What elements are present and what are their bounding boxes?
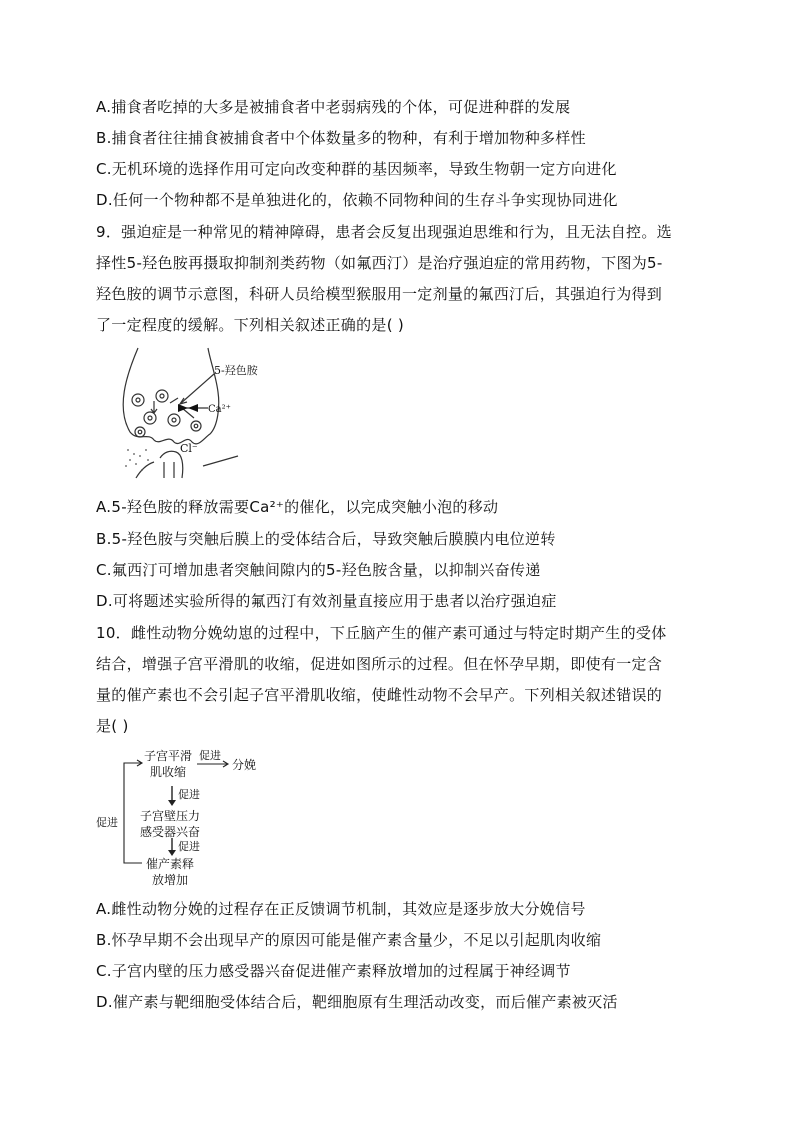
promote-label-down1: 促进 xyxy=(178,788,200,801)
q10-option-a: A.雌性动物分娩的过程存在正反馈调节机制，其效应是逐步放大分娩信号 xyxy=(96,900,586,918)
q9-stem-line-2: 择性5-羟色胺再摄取抑制剂类药物（如氟西汀）是治疗强迫症的常用药物，下图为5- xyxy=(96,254,663,272)
q9-stem-line-4: 了一定程度的缓解。下列相关叙述正确的是( ) xyxy=(96,316,405,334)
q10-option-d: D.催产素与靶细胞受体结合后，靶细胞原有生理活动改变，而后催产素被灭活 xyxy=(96,993,618,1011)
q9-stem-line-3: 羟色胺的调节示意图，科研人员给模型猴服用一定剂量的氟西汀后，其强迫行为得到 xyxy=(96,285,663,303)
oxytocin-release-line2: 放增加 xyxy=(152,873,189,887)
q8-option-b: B.捕食者往往捕食被捕食者中个体数量多的物种，有利于增加物种多样性 xyxy=(96,129,586,147)
q10-option-b: B.怀孕早期不会出现早产的原因可能是催产素含量少，不足以引起肌肉收缩 xyxy=(96,931,602,949)
uterine-contraction-line2: 肌收缩 xyxy=(150,765,187,779)
calcium-label: Ca²⁺ xyxy=(208,404,231,415)
q8-option-c: C.无机环境的选择作用可定向改变种群的基因频率，导致生物朝一定方向进化 xyxy=(96,160,617,178)
parturition-result: 分娩 xyxy=(232,758,257,772)
q8-option-d: D.任何一个物种都不是单独进化的，依赖不同物种间的生存斗争实现协同进化 xyxy=(96,191,618,209)
parturition-flow-diagram xyxy=(94,744,274,890)
q10-stem-line-2: 结合，增强子宫平滑肌的收缩，促进如图所示的过程。但在怀孕早期，即使有一定含 xyxy=(96,655,663,673)
synapse-diagram xyxy=(118,346,258,480)
q9-option-d: D.可将题述实验所得的氟西汀有效剂量直接应用于患者以治疗强迫症 xyxy=(96,592,557,610)
oxytocin-release-line1: 催产素释 xyxy=(146,857,195,871)
promote-label-right: 促进 xyxy=(199,749,221,762)
pressure-receptor-line1: 子宫壁压力 xyxy=(140,809,201,823)
uterine-contraction-line1: 子宫平滑 xyxy=(144,749,193,763)
pressure-receptor-line2: 感受器兴奋 xyxy=(140,825,201,839)
q9-option-c: C.氟西汀可增加患者突触间隙内的5-羟色胺含量，以抑制兴奋传递 xyxy=(96,561,541,579)
q9-option-b: B.5-羟色胺与突触后膜上的受体结合后，导致突触后膜膜内电位逆转 xyxy=(96,530,556,548)
chloride-label: Cl⁻ xyxy=(180,442,198,455)
serotonin-label: 5-羟色胺 xyxy=(214,364,258,377)
promote-label-down2: 促进 xyxy=(178,840,200,853)
q9-stem-line-1: 9．强迫症是一种常见的精神障碍，患者会反复出现强迫思维和行为，且无法自控。选 xyxy=(96,223,672,241)
q10-option-c: C.子宫内壁的压力感受器兴奋促进催产素释放增加的过程属于神经调节 xyxy=(96,962,571,980)
promote-label-loop: 促进 xyxy=(96,816,118,829)
q10-stem-line-1: 10．雌性动物分娩幼崽的过程中，下丘脑产生的催产素可通过与特定时期产生的受体 xyxy=(96,624,667,642)
q9-option-a: A.5-羟色胺的释放需要Ca²⁺的催化，以完成突触小泡的移动 xyxy=(96,498,499,516)
q10-stem-line-4: 是( ) xyxy=(96,717,129,735)
q10-stem-line-3: 量的催产素也不会引起子宫平滑肌收缩，使雌性动物不会早产。下列相关叙述错误的 xyxy=(96,686,663,704)
q8-option-a: A.捕食者吃掉的大多是被捕食者中老弱病残的个体，可促进种群的发展 xyxy=(96,98,571,116)
